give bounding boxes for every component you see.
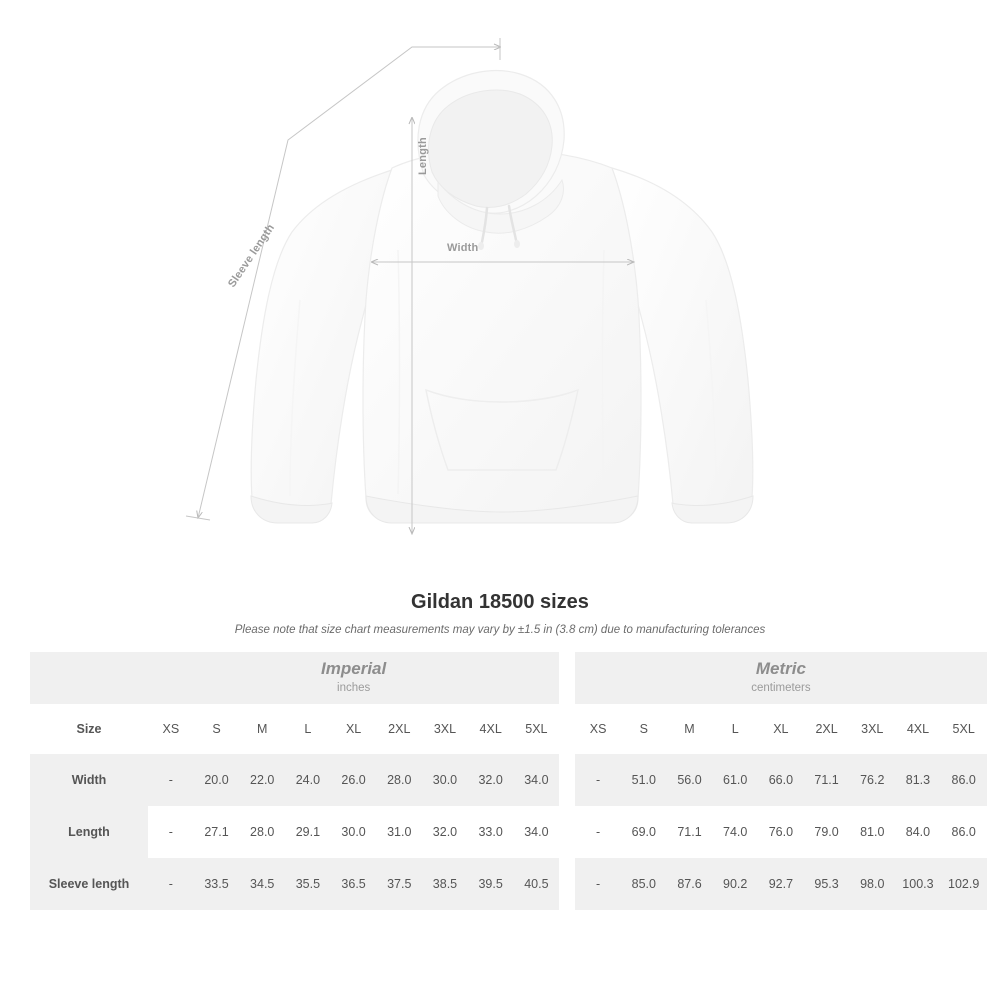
cell-width-metric-4xl: 81.3 xyxy=(895,754,941,806)
size-header-gap xyxy=(559,704,575,754)
row-label-width: Width xyxy=(30,754,148,806)
cell-sleeve-metric-xl: 92.7 xyxy=(758,858,804,910)
size-header-metric-5xl: 5XL xyxy=(941,704,987,754)
cell-length-metric-3xl: 81.0 xyxy=(860,825,885,839)
cell-length-imperial-5xl: 34.0 xyxy=(524,825,549,839)
unit-name-imperial: Imperial xyxy=(321,659,387,679)
cell-length-metric-s: 69.0 xyxy=(631,825,656,839)
table-row xyxy=(30,806,987,858)
width-dimension-label: Width xyxy=(447,242,479,254)
size-header-metric-2xl: 2XL xyxy=(804,704,850,754)
cell-length-metric-4xl: 84.0 xyxy=(905,825,931,839)
cell-sleeve-metric-s: 85.0 xyxy=(621,858,667,910)
cell-length-imperial-xl: 30.0 xyxy=(341,825,366,839)
hoodie-graphic xyxy=(251,71,753,523)
size-table xyxy=(30,652,987,910)
cell-length-imperial-4xl: 33.0 xyxy=(478,825,503,839)
cell-width-imperial-4xl: 32.0 xyxy=(468,754,514,806)
cell-width-metric-xs: - xyxy=(575,754,621,806)
row-gap-length xyxy=(559,806,575,858)
size-header-metric-l: L xyxy=(712,704,758,754)
cell-width-metric-2xl: 71.1 xyxy=(804,754,850,806)
cell-width-metric-m: 56.0 xyxy=(667,754,713,806)
cell-length-imperial-3xl: 32.0 xyxy=(432,825,458,839)
size-header-imperial-4xl: 4XL xyxy=(468,704,514,754)
size-header-label: Size xyxy=(30,704,148,754)
size-table-wrapper xyxy=(30,652,980,910)
cell-sleeve-metric-4xl: 100.3 xyxy=(895,858,941,910)
cell-length-metric-xl: 76.0 xyxy=(768,825,794,839)
cell-sleeve-imperial-l: 35.5 xyxy=(285,858,331,910)
length-dimension-label: Length xyxy=(417,137,429,175)
cell-width-imperial-5xl: 34.0 xyxy=(514,754,560,806)
size-header-row xyxy=(30,704,987,754)
cell-sleeve-metric-m: 87.6 xyxy=(667,858,713,910)
size-header-imperial-5xl: 5XL xyxy=(514,704,560,754)
cell-length-imperial-m: 28.0 xyxy=(250,825,275,839)
cell-sleeve-imperial-xl: 36.5 xyxy=(331,858,377,910)
size-header-imperial-s: S xyxy=(194,704,240,754)
cell-width-imperial-m: 22.0 xyxy=(239,754,285,806)
cell-width-imperial-xs: - xyxy=(148,754,194,806)
cell-sleeve-imperial-3xl: 38.5 xyxy=(422,858,468,910)
size-header-metric-xs: XS xyxy=(575,704,621,754)
cell-width-imperial-2xl: 28.0 xyxy=(376,754,422,806)
cell-length-imperial-xs: - xyxy=(168,825,173,839)
cell-length-metric-m: 71.1 xyxy=(677,825,702,839)
sleeve-length-dimension-label: Sleeve length xyxy=(226,222,278,290)
table-row xyxy=(30,754,987,806)
page-title: Gildan 18500 sizes xyxy=(411,591,589,613)
unit-name-metric: Metric xyxy=(755,659,806,679)
unit-sub-metric: centimeters xyxy=(751,682,811,695)
cell-width-imperial-l: 24.0 xyxy=(285,754,331,806)
unit-header-row xyxy=(30,652,987,704)
unit-header-metric xyxy=(575,652,986,704)
tolerance-note: Please note that size chart measurements may vary by ±1.5 in (3.8 cm) due to manufacturing tolerances xyxy=(234,624,766,636)
cell-width-imperial-xl: 26.0 xyxy=(331,754,377,806)
cell-width-metric-3xl: 76.2 xyxy=(849,754,895,806)
cell-width-imperial-s: 20.0 xyxy=(194,754,240,806)
cell-sleeve-metric-2xl: 95.3 xyxy=(804,858,850,910)
cell-length-metric-xs: - xyxy=(596,825,601,839)
size-header-imperial-m: M xyxy=(239,704,285,754)
cell-sleeve-metric-l: 90.2 xyxy=(712,858,758,910)
cell-length-imperial-s: 27.1 xyxy=(204,825,229,839)
cell-sleeve-metric-3xl: 98.0 xyxy=(849,858,895,910)
size-header-metric-xl: XL xyxy=(758,704,804,754)
cell-sleeve-imperial-xs: - xyxy=(148,858,194,910)
cell-length-metric-5xl: 86.0 xyxy=(951,825,976,839)
cell-sleeve-imperial-s: 33.5 xyxy=(194,858,240,910)
cell-width-metric-xl: 66.0 xyxy=(758,754,804,806)
size-header-imperial-l: L xyxy=(285,704,331,754)
size-header-imperial-xl: XL xyxy=(331,704,377,754)
cell-width-metric-s: 51.0 xyxy=(621,754,667,806)
row-label-sleeve-length: Sleeve length xyxy=(30,858,148,910)
table-row xyxy=(30,858,987,910)
cell-sleeve-metric-5xl: 102.9 xyxy=(941,858,987,910)
row-gap-sleeve xyxy=(559,858,575,910)
size-header-metric-4xl: 4XL xyxy=(895,704,941,754)
cell-length-metric-2xl: 79.0 xyxy=(814,825,839,839)
title-block xyxy=(0,591,1000,636)
size-header-imperial-xs: XS xyxy=(148,704,194,754)
cell-length-metric-l: 74.0 xyxy=(723,825,748,839)
unit-header-gap xyxy=(559,652,575,704)
unit-header-imperial xyxy=(148,652,559,704)
cell-sleeve-imperial-5xl: 40.5 xyxy=(514,858,560,910)
size-header-imperial-3xl: 3XL xyxy=(422,704,468,754)
cell-width-imperial-3xl: 30.0 xyxy=(422,754,468,806)
cell-length-imperial-l: 29.1 xyxy=(295,825,321,839)
size-header-metric-s: S xyxy=(621,704,667,754)
cell-sleeve-imperial-2xl: 37.5 xyxy=(376,858,422,910)
cell-sleeve-imperial-4xl: 39.5 xyxy=(468,858,514,910)
size-header-metric-m: M xyxy=(667,704,713,754)
unit-sub-imperial: inches xyxy=(337,682,371,695)
cell-width-metric-5xl: 86.0 xyxy=(941,754,987,806)
row-label-length: Length xyxy=(30,806,148,858)
unit-header-spacer xyxy=(30,652,148,704)
cell-sleeve-metric-xs: - xyxy=(575,858,621,910)
size-header-metric-3xl: 3XL xyxy=(849,704,895,754)
cell-sleeve-imperial-m: 34.5 xyxy=(239,858,285,910)
row-gap-width xyxy=(559,754,575,806)
size-header-imperial-2xl: 2XL xyxy=(376,704,422,754)
cell-width-metric-l: 61.0 xyxy=(712,754,758,806)
cell-length-imperial-2xl: 31.0 xyxy=(387,825,412,839)
